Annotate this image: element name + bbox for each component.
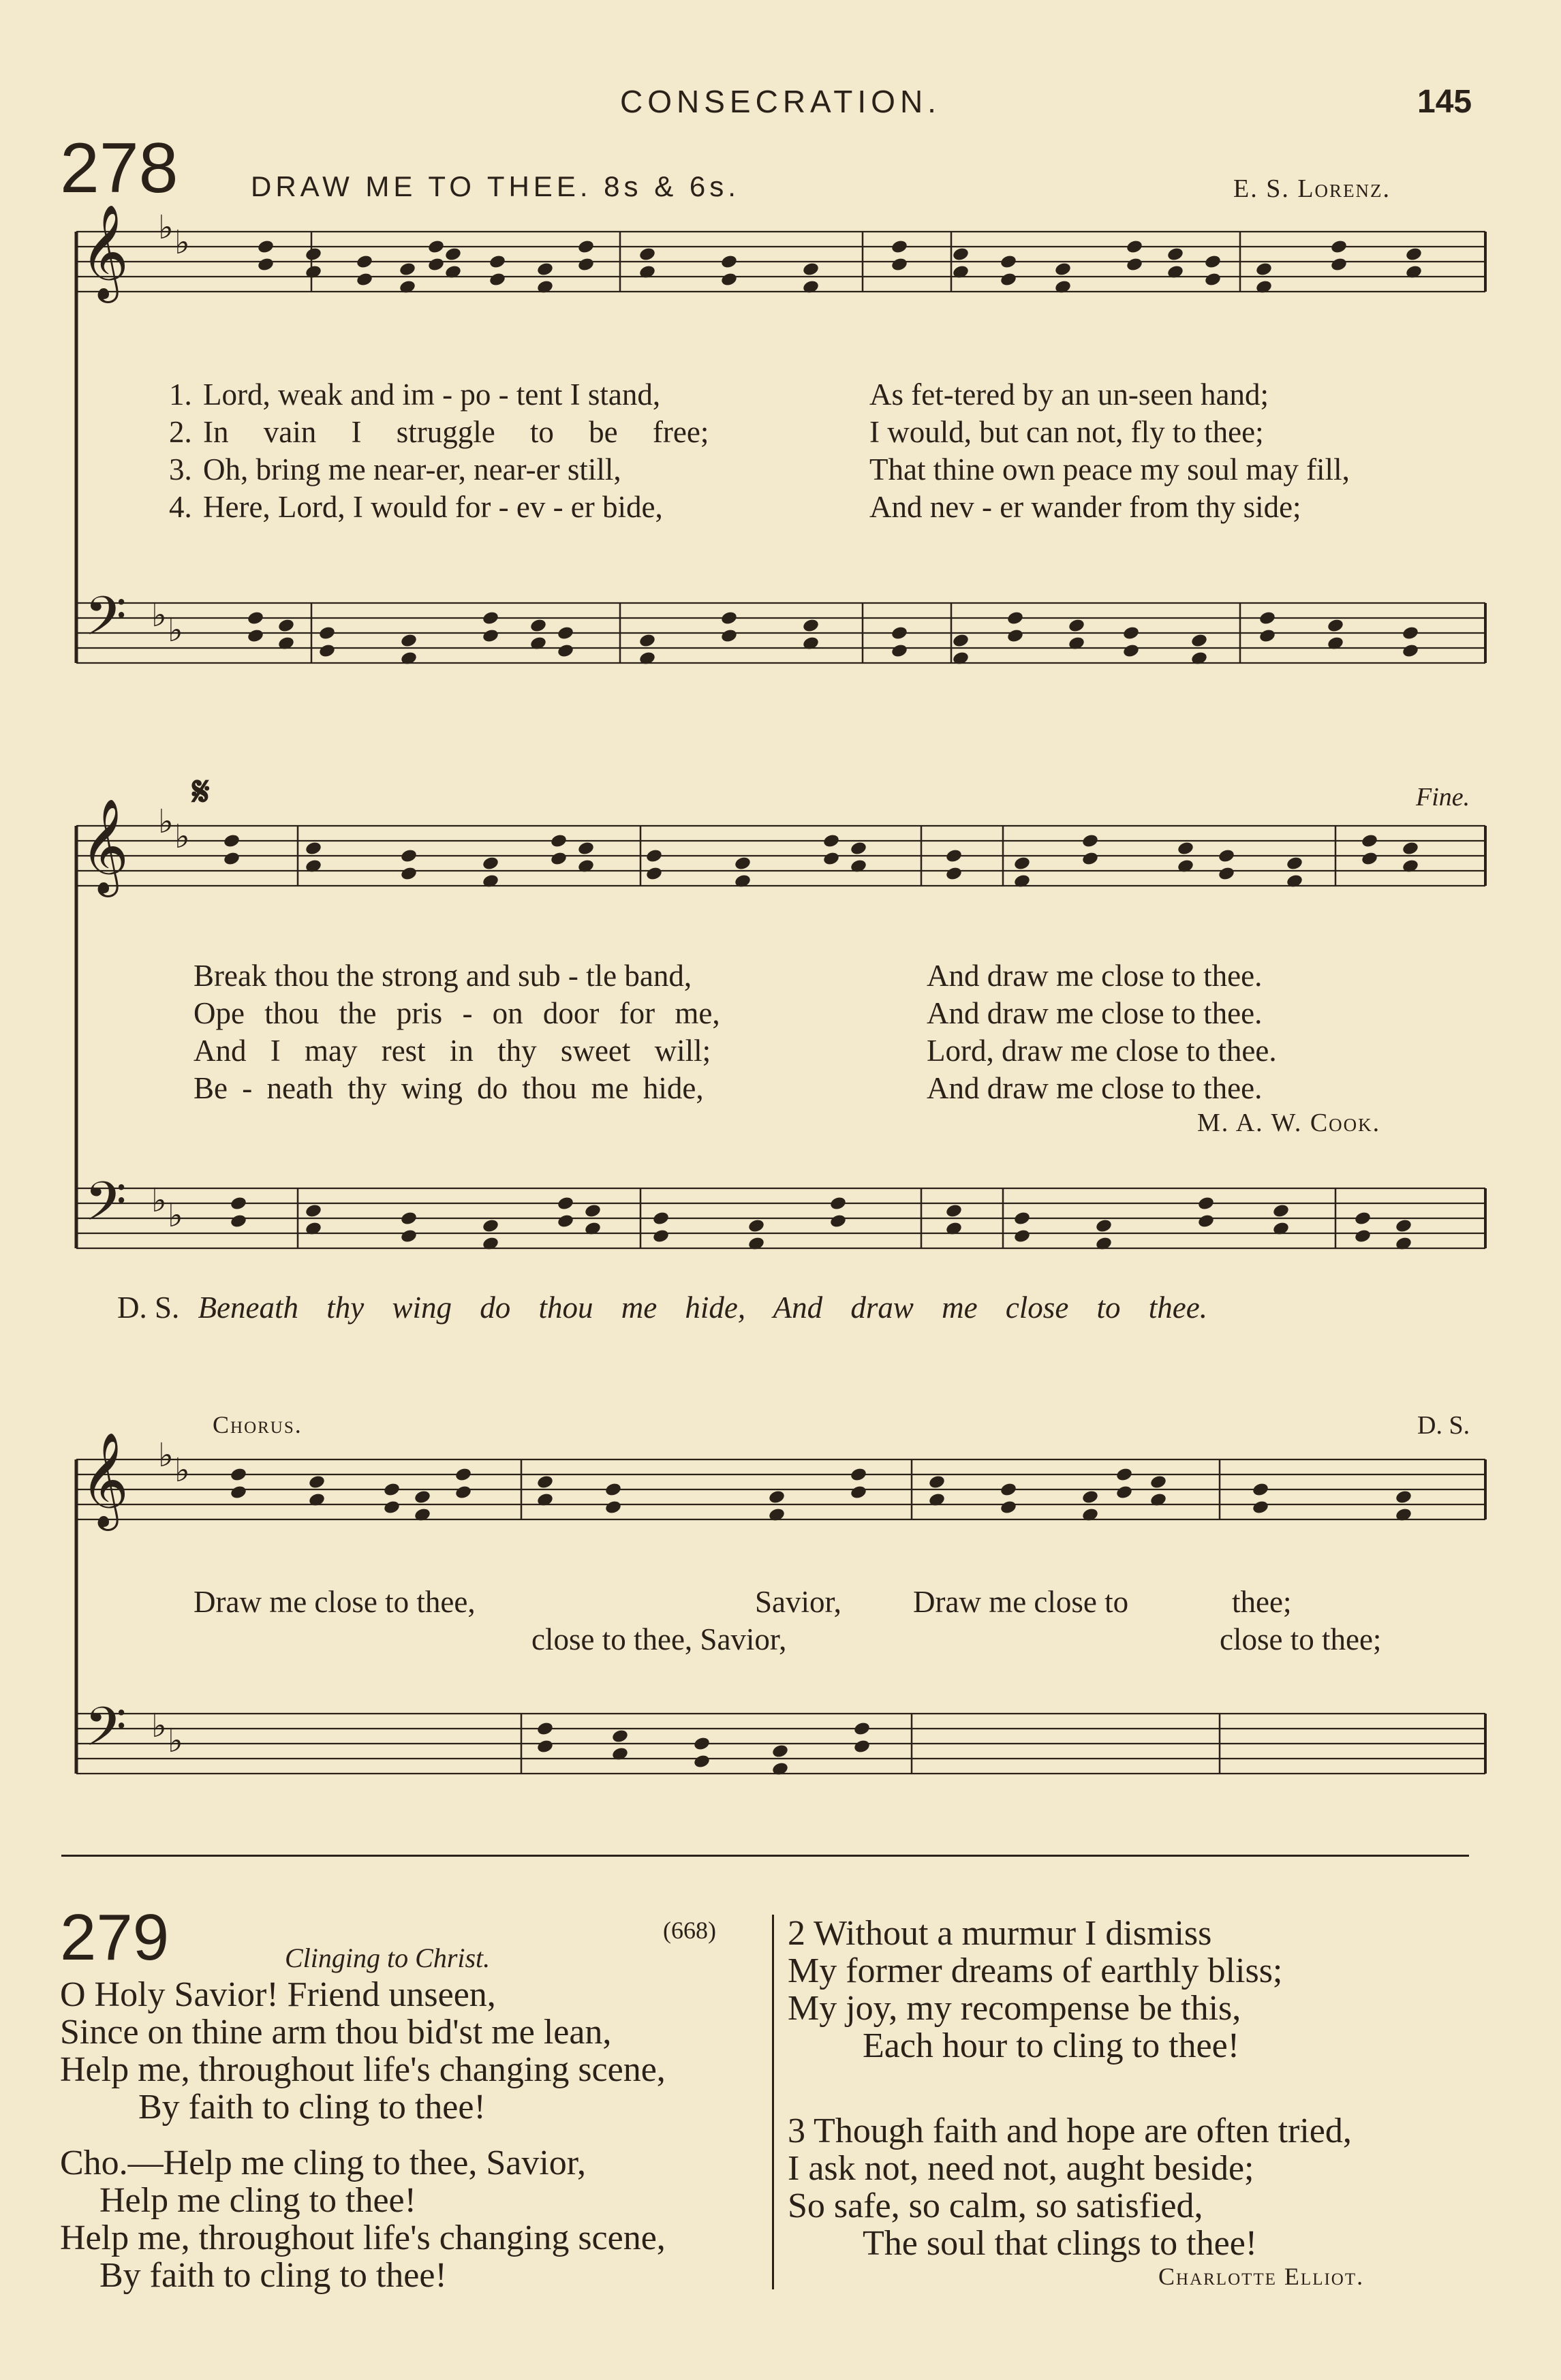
section-title: CONSECRATION. xyxy=(620,84,941,119)
note-head xyxy=(577,257,595,273)
chorus-lyric-2: close to thee; xyxy=(1220,1622,1382,1656)
poem-line: Cho.—Help me cling to thee, Savior, xyxy=(60,2144,587,2182)
note-head xyxy=(638,247,656,262)
note-head xyxy=(720,628,738,644)
note-head xyxy=(802,618,820,634)
flat-sign: ♭ xyxy=(174,1451,190,1489)
note-head xyxy=(1006,611,1024,626)
note-head xyxy=(645,866,663,882)
note-head xyxy=(1000,254,1017,270)
note-head xyxy=(604,1482,622,1498)
hymn-author-279: Charlotte Elliot. xyxy=(1158,2263,1365,2290)
note-head xyxy=(891,257,908,273)
verse-number: 4. xyxy=(169,490,192,524)
note-head xyxy=(454,1467,472,1483)
page-number: 145 xyxy=(1417,84,1472,120)
lyric-text: And draw me close to thee. xyxy=(927,1071,1263,1105)
poem-line: 2 Without a murmur I dismiss xyxy=(788,1914,1212,1953)
note-head xyxy=(482,1218,499,1234)
note-head xyxy=(489,254,506,270)
poem-line: By faith to cling to thee! xyxy=(99,2256,447,2295)
stanza-2 xyxy=(788,1913,1282,2063)
note-head xyxy=(652,1211,670,1226)
note-head xyxy=(829,1214,847,1229)
note-head xyxy=(1255,262,1273,277)
note-head xyxy=(720,272,738,288)
flat-sign: ♭ xyxy=(151,596,167,634)
note-head xyxy=(638,633,656,649)
note-head xyxy=(230,1196,247,1211)
note-head xyxy=(529,618,547,634)
note-head xyxy=(1252,1482,1269,1498)
note-head xyxy=(356,272,373,288)
note-head xyxy=(822,833,840,849)
note-head xyxy=(454,1485,472,1500)
poem-line: Help me, throughout life's changing scene, xyxy=(60,2050,666,2089)
note-head xyxy=(482,611,499,626)
verse-number: 2. xyxy=(169,415,192,449)
hymn-title-279: Clinging to Christ. xyxy=(285,1943,491,1973)
note-head xyxy=(604,1500,622,1515)
bass-clef: 𝄢 xyxy=(84,1170,127,1246)
note-head xyxy=(557,1214,574,1229)
lyric-text: Lord, draw me close to thee. xyxy=(927,1034,1277,1068)
note-head xyxy=(945,848,963,864)
ds-prefix: D. S. xyxy=(117,1291,180,1325)
note-head xyxy=(557,1196,574,1211)
note-head xyxy=(1258,628,1276,644)
note-head xyxy=(536,1739,554,1755)
ds-text: Beneath thy wing do thou me hide, And draw me close to thee. xyxy=(198,1291,1207,1325)
note-head xyxy=(829,1196,847,1211)
note-head xyxy=(1126,239,1143,255)
flat-sign: ♭ xyxy=(158,803,174,841)
poem-line: Help me, throughout life's changing scene, xyxy=(60,2219,666,2257)
note-head xyxy=(1395,1489,1412,1505)
lyric-text: Break thou the strong and sub - tle band, xyxy=(194,959,692,993)
note-head xyxy=(747,1218,765,1234)
poem-line: Each hour to cling to thee! xyxy=(863,2026,1240,2065)
note-head xyxy=(1272,1203,1290,1219)
note-head xyxy=(305,1203,322,1219)
lyric-text: Be - neath thy wing do thou me hide, xyxy=(194,1071,704,1105)
note-head xyxy=(1115,1467,1133,1483)
note-head xyxy=(482,628,499,644)
note-head xyxy=(891,643,908,659)
note-head xyxy=(427,239,445,255)
note-head xyxy=(557,625,574,641)
lyric-text: Oh, bring me near-er, near-er still, xyxy=(203,452,621,486)
note-head xyxy=(1013,1211,1031,1226)
hymn-title-278: DRAW ME TO THEE. 8s & 6s. xyxy=(251,170,740,202)
flat-sign: ♭ xyxy=(168,1722,183,1760)
lyric-text: In vain I struggle to be free; xyxy=(203,415,709,449)
note-head xyxy=(945,866,963,882)
note-head xyxy=(952,633,970,649)
lyric-text: Lord, weak and im - po - tent I stand, xyxy=(203,377,661,412)
note-head xyxy=(1122,643,1140,659)
note-head xyxy=(1166,247,1184,262)
note-head xyxy=(720,254,738,270)
note-head xyxy=(853,1739,871,1755)
ds-mark: D. S. xyxy=(1417,1411,1470,1440)
treble-clef: 𝄞 xyxy=(80,1432,129,1527)
note-head xyxy=(1286,856,1303,871)
note-head xyxy=(383,1482,401,1498)
note-head xyxy=(1402,643,1419,659)
verse-author: M. A. W. Cook. xyxy=(1197,1109,1381,1137)
note-head xyxy=(1354,1228,1372,1244)
note-head xyxy=(1197,1196,1215,1211)
note-head xyxy=(928,1474,946,1490)
note-head xyxy=(399,262,416,277)
note-head xyxy=(1361,851,1378,867)
note-head xyxy=(1081,833,1099,849)
flat-sign: ♭ xyxy=(158,208,174,247)
note-head xyxy=(1149,1474,1167,1490)
note-head xyxy=(891,239,908,255)
note-head xyxy=(720,611,738,626)
note-head xyxy=(1000,1500,1017,1515)
note-head xyxy=(1081,1489,1099,1505)
note-head xyxy=(383,1500,401,1515)
note-head xyxy=(1252,1500,1269,1515)
segno-sign: 𝄋 xyxy=(192,769,210,814)
note-head xyxy=(230,1467,247,1483)
note-head xyxy=(414,1489,431,1505)
poem-line: O Holy Savior! Friend unseen, xyxy=(60,1975,496,2014)
note-head xyxy=(1013,1228,1031,1244)
note-head xyxy=(1354,1211,1372,1226)
undefined-treble-staff xyxy=(76,826,1485,886)
note-head xyxy=(952,247,970,262)
note-head xyxy=(1197,1214,1215,1229)
fine-mark: Fine. xyxy=(1416,783,1470,812)
note-head xyxy=(1006,628,1024,644)
note-head xyxy=(1054,262,1072,277)
note-head xyxy=(1190,633,1208,649)
note-head xyxy=(257,239,275,255)
lyric-text: I would, but can not, fly to thee; xyxy=(869,415,1264,449)
note-head xyxy=(400,633,418,649)
note-head xyxy=(427,257,445,273)
undefined-bass-staff xyxy=(76,1188,1485,1248)
note-head xyxy=(645,848,663,864)
hymn-number-278: 278 xyxy=(60,129,179,208)
chorus-lyric-1: Savior, xyxy=(755,1585,841,1619)
note-head xyxy=(802,262,820,277)
note-head xyxy=(308,1474,326,1490)
flat-sign: ♭ xyxy=(158,1436,174,1474)
poem-line: So safe, so calm, so satisfied, xyxy=(788,2186,1203,2225)
poem-line: The soul that clings to thee! xyxy=(863,2224,1258,2263)
note-head xyxy=(771,1744,789,1759)
note-head xyxy=(1000,272,1017,288)
note-head xyxy=(247,611,264,626)
note-head xyxy=(400,1228,418,1244)
note-head xyxy=(400,1211,418,1226)
poem-line: 3 Though faith and hope are often tried, xyxy=(788,2112,1352,2150)
note-head xyxy=(1330,239,1348,255)
note-head xyxy=(536,1721,554,1737)
note-head xyxy=(734,856,752,871)
treble-clef: 𝄞 xyxy=(80,204,129,299)
note-head xyxy=(536,1474,554,1490)
note-head xyxy=(822,851,840,867)
note-head xyxy=(230,1214,247,1229)
chorus-lyric-2: close to thee, Savior, xyxy=(531,1622,787,1656)
lyric-text: Ope thou the pris - on door for me, xyxy=(194,996,720,1030)
note-head xyxy=(891,625,908,641)
chorus-label: Chorus. xyxy=(213,1411,303,1438)
stanza-3 xyxy=(788,2111,1352,2261)
lyric-text: That thine own peace my soul may fill, xyxy=(869,452,1350,486)
note-head xyxy=(400,848,418,864)
note-head xyxy=(356,254,373,270)
hymn-number-279: 279 xyxy=(60,1901,170,1974)
note-head xyxy=(850,841,867,856)
ds-line xyxy=(117,1290,1207,1325)
chorus-279 xyxy=(60,2143,666,2293)
flat-sign: ♭ xyxy=(168,1196,183,1235)
note-head xyxy=(1204,254,1222,270)
note-head xyxy=(223,851,241,867)
poem-line: I ask not, need not, aught beside; xyxy=(788,2149,1254,2188)
note-head xyxy=(489,272,506,288)
hymn-ref: (668) xyxy=(663,1917,716,1944)
note-head xyxy=(1068,618,1085,634)
lyric-text: And draw me close to thee. xyxy=(927,959,1263,993)
note-head xyxy=(693,1754,711,1769)
note-head xyxy=(1115,1485,1133,1500)
stanza-1 xyxy=(60,1975,666,2127)
note-head xyxy=(1327,618,1344,634)
note-head xyxy=(305,247,322,262)
note-head xyxy=(277,618,295,634)
note-head xyxy=(853,1721,871,1737)
poem-line: Help me cling to thee! xyxy=(99,2181,416,2220)
note-head xyxy=(945,1203,963,1219)
note-head xyxy=(768,1489,786,1505)
note-head xyxy=(557,643,574,659)
flat-sign: ♭ xyxy=(168,611,183,649)
note-head xyxy=(693,1736,711,1752)
note-head xyxy=(577,239,595,255)
note-head xyxy=(1218,866,1235,882)
verse-number: 1. xyxy=(169,377,192,412)
verse-number: 3. xyxy=(169,452,192,486)
poem-line: Since on thine arm thou bid'st me lean, xyxy=(60,2013,612,2052)
note-head xyxy=(550,851,568,867)
note-head xyxy=(1258,611,1276,626)
poem-line: My former dreams of earthly bliss; xyxy=(788,1951,1283,1990)
note-head xyxy=(318,643,336,659)
note-head xyxy=(1218,848,1235,864)
note-head xyxy=(850,1467,867,1483)
note-head xyxy=(584,1203,602,1219)
composer-278: E. S. Lorenz. xyxy=(1233,174,1391,203)
note-head xyxy=(1126,257,1143,273)
treble-clef: 𝄞 xyxy=(80,799,129,893)
note-head xyxy=(444,247,462,262)
note-head xyxy=(1361,833,1378,849)
note-head xyxy=(1405,247,1423,262)
note-head xyxy=(230,1485,247,1500)
note-head xyxy=(550,833,568,849)
note-head xyxy=(1204,272,1222,288)
lyric-text: Here, Lord, I would for - ev - er bide, xyxy=(203,490,663,524)
note-head xyxy=(850,1485,867,1500)
flat-sign: ♭ xyxy=(174,818,190,856)
note-head xyxy=(1081,851,1099,867)
note-head xyxy=(1095,1218,1113,1234)
lyric-text: As fet-tered by an un-seen hand; xyxy=(869,377,1269,412)
flat-sign: ♭ xyxy=(174,223,190,262)
lyric-text: And I may rest in thy sweet will; xyxy=(194,1034,711,1068)
note-head xyxy=(1402,841,1419,856)
note-head xyxy=(318,625,336,641)
chorus-lyric-1: Draw me close to thee, xyxy=(194,1585,476,1619)
note-head xyxy=(257,257,275,273)
note-head xyxy=(652,1228,670,1244)
bass-clef: 𝄢 xyxy=(84,585,127,661)
note-head xyxy=(1177,841,1194,856)
note-head xyxy=(1395,1218,1412,1234)
undefined-treble-staff xyxy=(76,232,1485,292)
note-head xyxy=(536,262,554,277)
note-head xyxy=(400,866,418,882)
section-divider xyxy=(61,1855,1469,1857)
note-head xyxy=(305,841,322,856)
note-head xyxy=(577,841,595,856)
flat-sign: ♭ xyxy=(151,1707,167,1745)
note-head xyxy=(1122,625,1140,641)
bass-clef: 𝄢 xyxy=(84,1695,127,1772)
note-head xyxy=(611,1729,629,1744)
column-rule xyxy=(772,1915,774,2289)
note-head xyxy=(1402,625,1419,641)
chorus-lyric-1: Draw me close to xyxy=(913,1585,1129,1619)
note-head xyxy=(1000,1482,1017,1498)
chorus-lyric-1: thee; xyxy=(1232,1585,1292,1619)
poem-line: My joy, my recompense be this, xyxy=(788,1989,1241,2028)
flat-sign: ♭ xyxy=(151,1181,167,1220)
lyric-text: And draw me close to thee. xyxy=(927,996,1263,1030)
note-head xyxy=(482,856,499,871)
note-head xyxy=(247,628,264,644)
note-head xyxy=(1330,257,1348,273)
lyric-text: And nev - er wander from thy side; xyxy=(869,490,1301,524)
note-head xyxy=(223,833,241,849)
note-head xyxy=(1013,856,1031,871)
poem-line: By faith to cling to thee! xyxy=(138,2088,486,2127)
